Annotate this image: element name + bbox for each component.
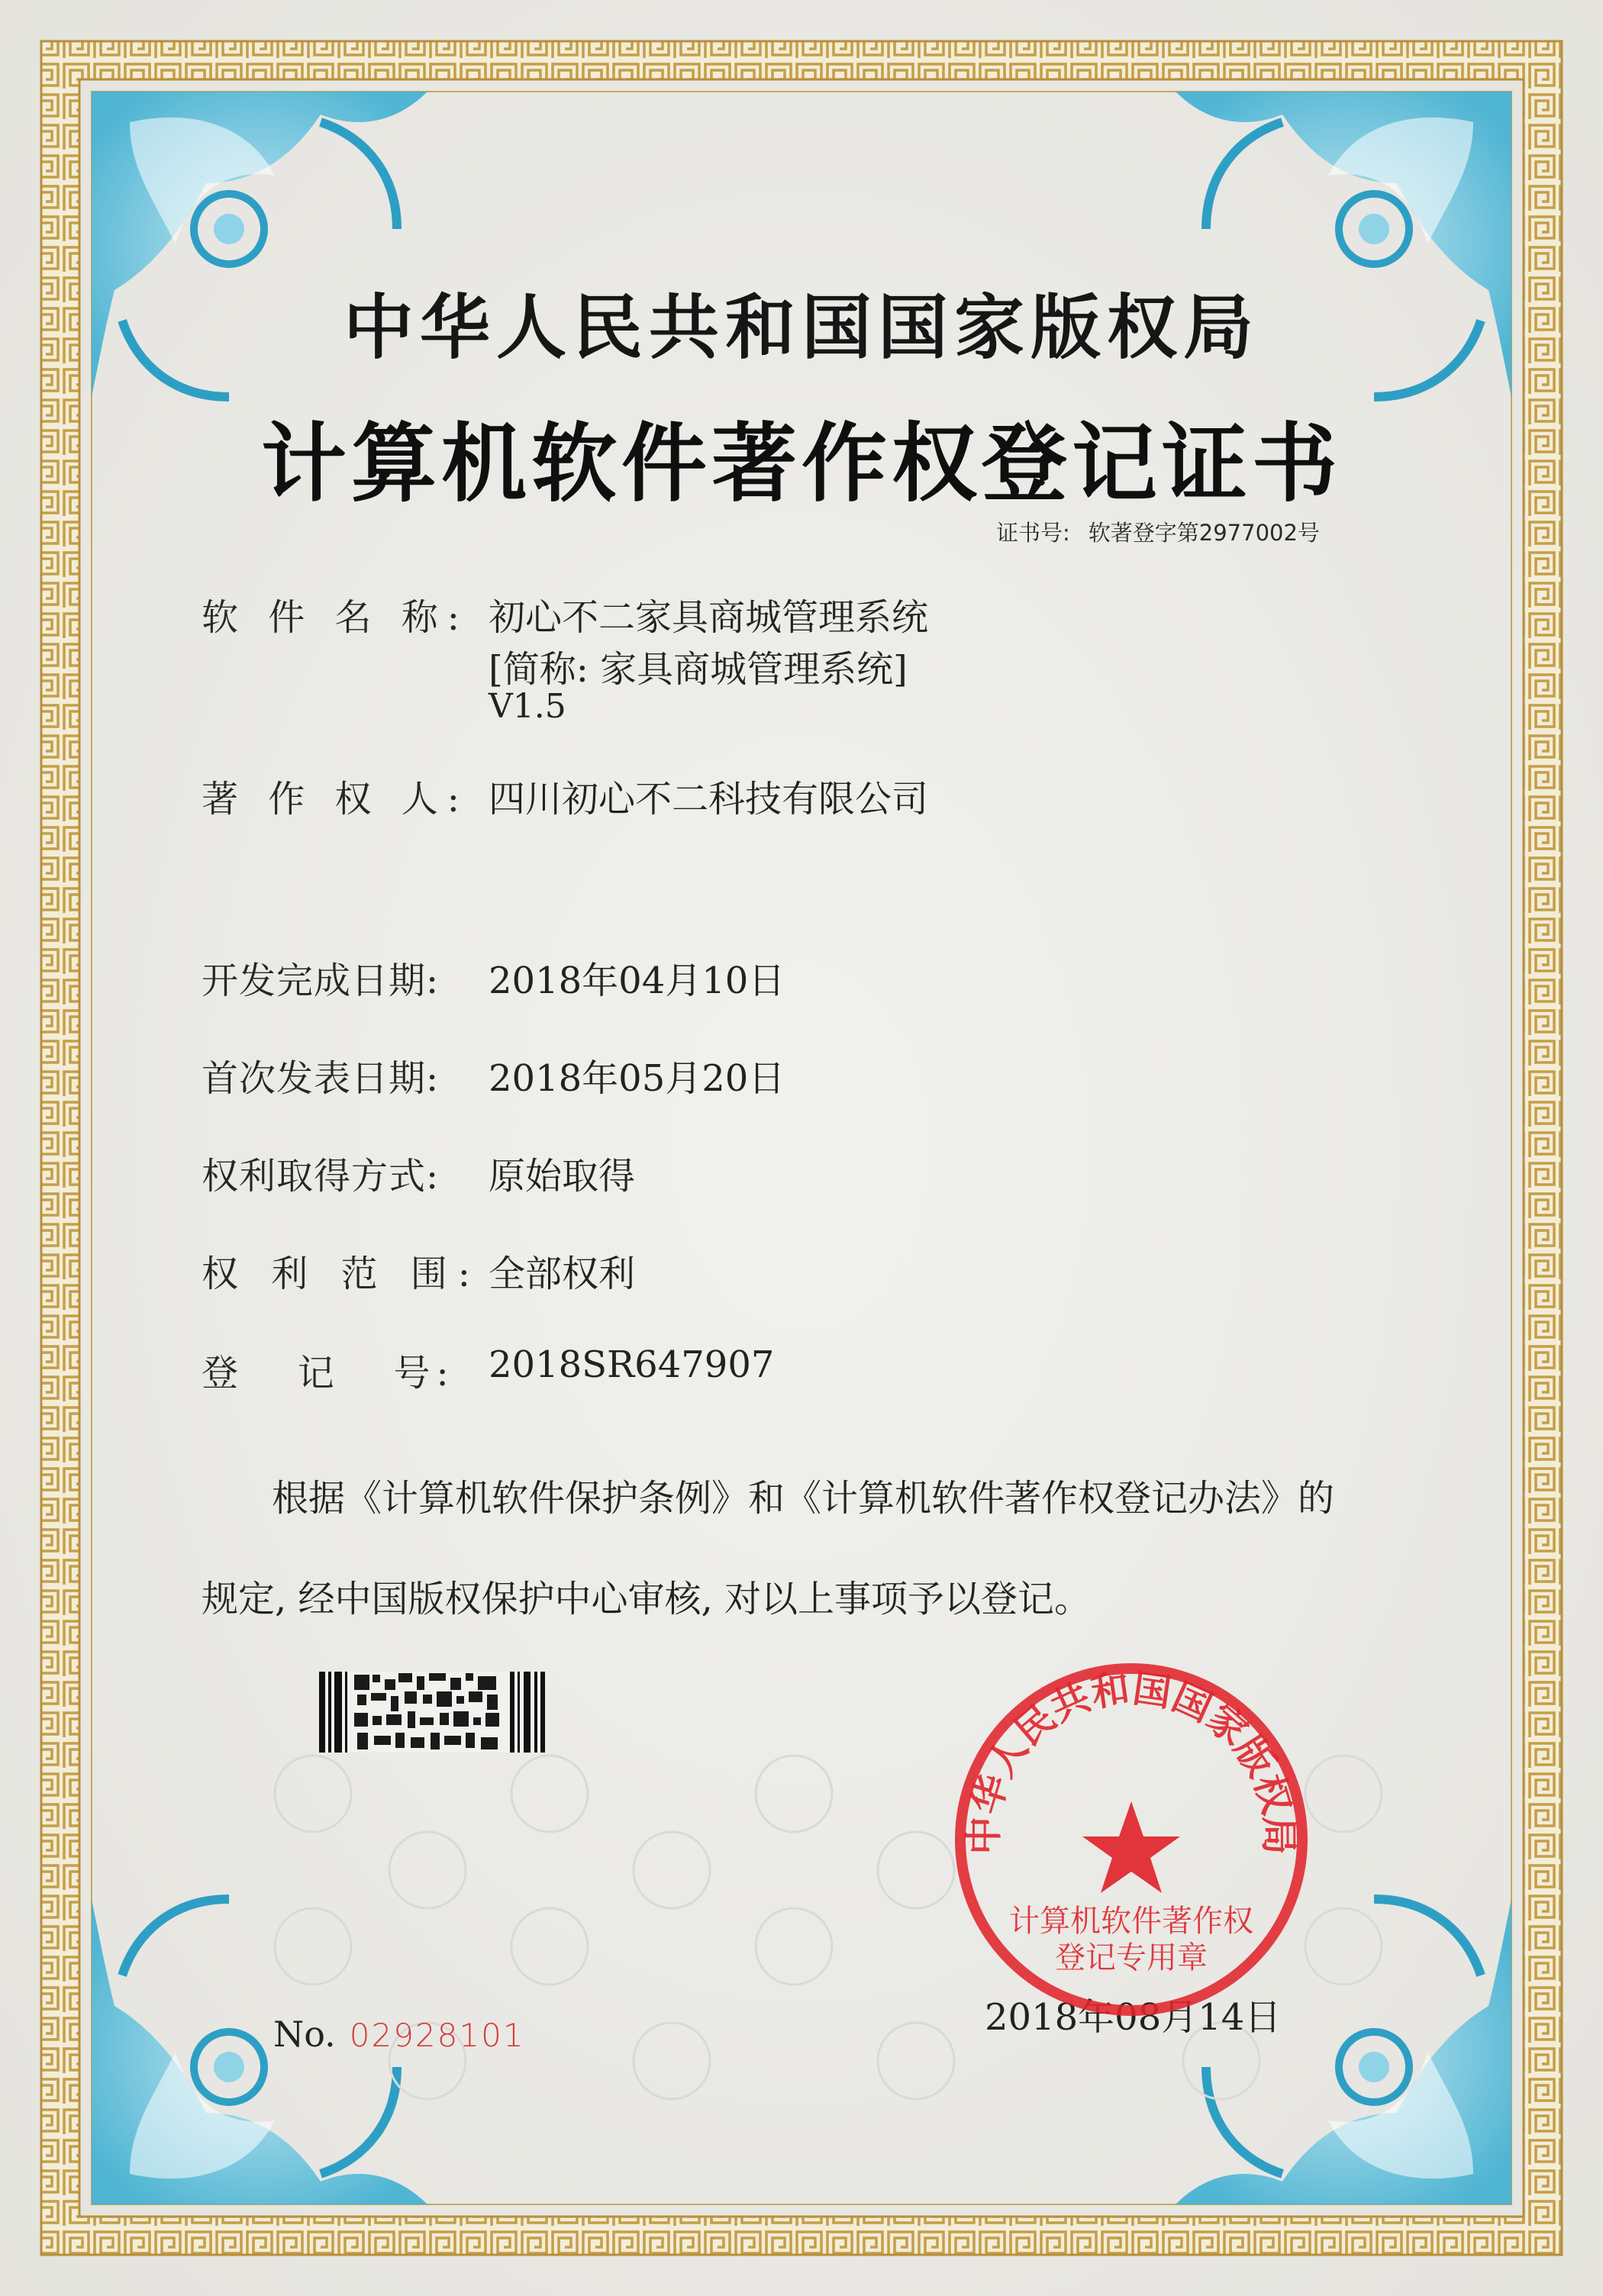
first-publish-date-value: 2018年05月20日 <box>489 1057 785 1100</box>
statement-line-2: 规定, 经中国版权保护中心审核, 对以上事项予以登记。 <box>202 1578 1092 1620</box>
seal-line-2: 登记专用章 <box>1055 1940 1208 1975</box>
serial-value: 02928101 <box>349 2017 525 2054</box>
serial-number <box>273 2014 525 2055</box>
barcode <box>319 1672 545 1753</box>
software-short-name: [简称: 家具商城管理系统] <box>489 648 908 691</box>
software-name-label: 软 件 名 称: <box>202 596 469 639</box>
certificate-number-value: 软著登字第2977002号 <box>1088 520 1320 546</box>
copyright-owner-value: 四川初心不二科技有限公司 <box>489 778 929 821</box>
rights-scope-value: 全部权利 <box>489 1253 636 1295</box>
completion-date-value: 2018年04月10日 <box>489 959 785 1002</box>
official-seal <box>948 1656 1314 2023</box>
seal-ring-text: 中华人民共和国国家版权局 <box>961 1666 1301 1856</box>
seal-line-1: 计算机软件著作权 <box>1009 1904 1253 1939</box>
seal-star-icon <box>1082 1801 1180 1893</box>
completion-date-label: 开发完成日期: <box>202 959 440 1002</box>
first-publish-date-label: 首次发表日期: <box>202 1057 440 1100</box>
registration-no-value: 2018SR647907 <box>489 1343 775 1386</box>
issuer-heading: 中华人民共和国国家版权局 <box>343 286 1260 369</box>
certificate-number-label: 证书号: <box>996 520 1070 546</box>
acquisition-method-value: 原始取得 <box>489 1155 636 1198</box>
serial-label: No. <box>273 2014 336 2055</box>
certificate-number <box>996 516 1320 547</box>
acquisition-method-label: 权利取得方式: <box>202 1155 440 1198</box>
certificate-title: 计算机软件著作权登记证书 <box>261 414 1342 514</box>
statement-line-1: 根据《计算机软件保护条例》和《计算机软件著作权登记办法》的 <box>272 1477 1335 1520</box>
issue-date: 2018年08月14日 <box>985 1996 1282 2039</box>
rights-scope-label: 权 利 范 围: <box>202 1253 481 1295</box>
copyright-owner-label: 著 作 权 人: <box>202 778 469 821</box>
software-name-value: 初心不二家具商城管理系统 <box>489 596 929 639</box>
registration-no-label: 登 记 号: <box>202 1352 455 1395</box>
software-version: V1.5 <box>489 687 566 726</box>
